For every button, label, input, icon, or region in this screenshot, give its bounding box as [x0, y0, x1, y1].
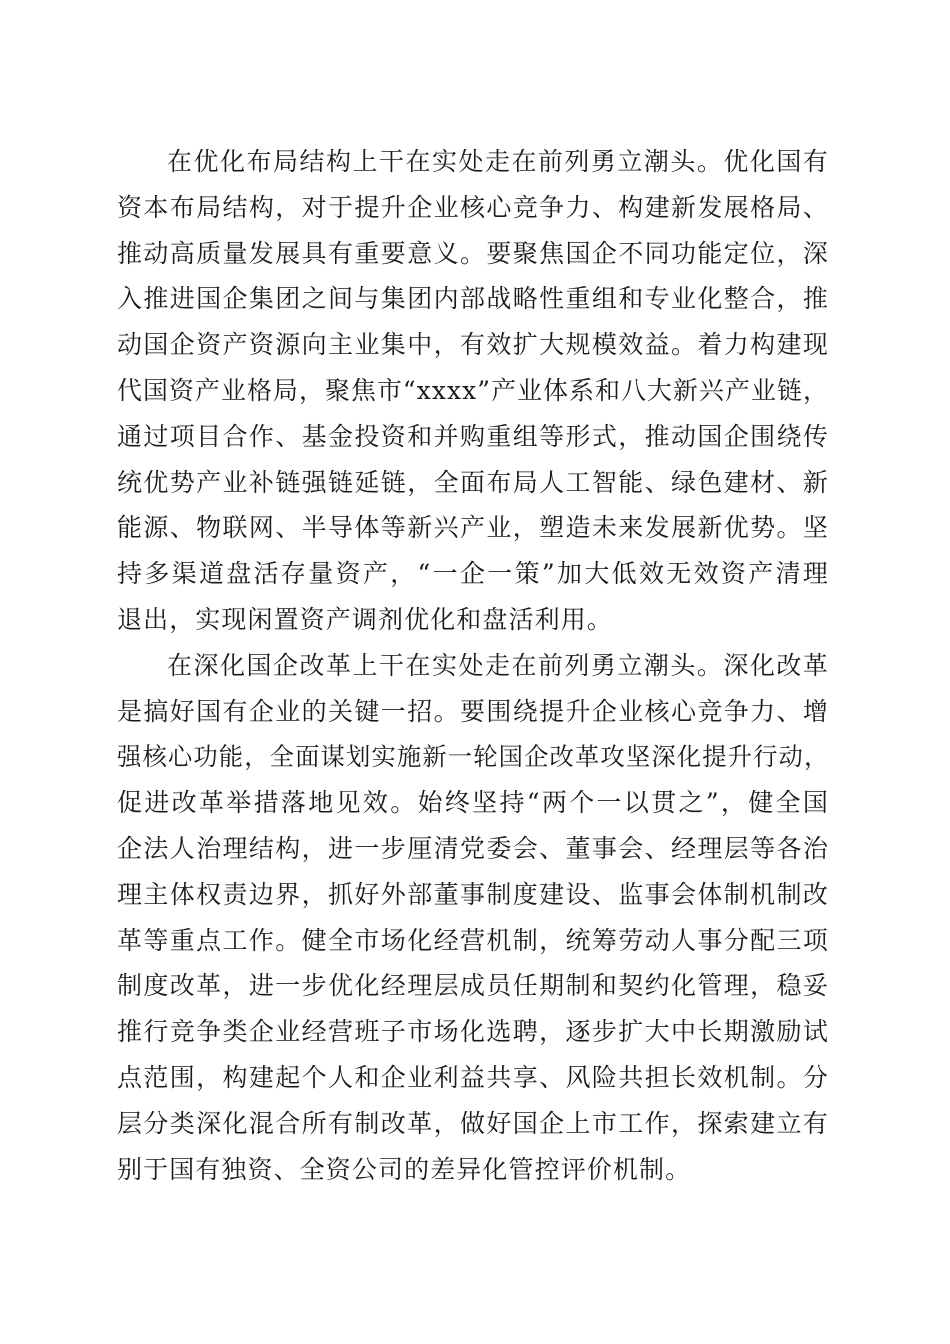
paragraph-line: 革等重点工作。健全市场化经营机制，统筹劳动人事分配三项: [117, 925, 829, 955]
paragraph-line: 推行竞争类企业经营班子市场化选聘，逐步扩大中长期激励试: [117, 1017, 829, 1047]
paragraph-line: 制度改革，进一步优化经理层成员任期制和契约化管理，稳妥: [117, 971, 829, 1001]
document-body: [117, 139, 829, 1192]
paragraph-line: 资本布局结构，对于提升企业核心竞争力、构建新发展格局、: [117, 192, 829, 222]
paragraph-line: 入推进国企集团之间与集团内部战略性重组和专业化整合，推: [117, 284, 829, 314]
paragraph-line: 退出，实现闲置资产调剂优化和盘活利用。: [117, 604, 613, 634]
paragraph-layout-optimization: [117, 139, 829, 643]
paragraph-line: 统优势产业补链强链延链，全面布局人工智能、绿色建材、新: [117, 467, 829, 497]
paragraph-line: 通过项目合作、基金投资和并购重组等形式，推动国企围绕传: [117, 421, 829, 451]
paragraph-line: 促进改革举措落地见效。始终坚持“两个一以贯之”，健全国: [117, 788, 829, 818]
paragraph-line: 是搞好国有企业的关键一招。要围绕提升企业核心竞争力、增: [117, 696, 829, 726]
paragraph-line: 动国企资产资源向主业集中，有效扩大规模效益。着力构建现: [117, 330, 829, 360]
paragraph-line: 层分类深化混合所有制改革，做好国企上市工作，探索建立有: [117, 1108, 829, 1138]
paragraph-line: 推动高质量发展具有重要意义。要聚焦国企不同功能定位，深: [117, 238, 829, 268]
paragraph-line: 企法人治理结构，进一步厘清党委会、董事会、经理层等各治: [117, 833, 829, 863]
paragraph-line: 持多渠道盘活存量资产，“一企一策”加大低效无效资产清理: [117, 559, 829, 589]
paragraph-line: 能源、物联网、半导体等新兴产业，塑造未来发展新优势。坚: [117, 513, 829, 543]
paragraph-line: 点范围，构建起个人和企业利益共享、风险共担长效机制。分: [117, 1062, 829, 1092]
paragraph-line: 代国资产业格局，聚焦市“xxxx”产业体系和八大新兴产业链，: [117, 375, 829, 405]
paragraph-line: 强核心功能，全面谋划实施新一轮国企改革攻坚深化提升行动，: [117, 742, 830, 772]
paragraph-line: 在优化布局结构上干在实处走在前列勇立潮头。优化国有: [167, 147, 829, 176]
paragraph-line: 别于国有独资、全资公司的差异化管控评价机制。: [117, 1154, 692, 1184]
paragraph-line: 在深化国企改革上干在实处走在前列勇立潮头。深化改革: [167, 650, 829, 680]
paragraph-reform-deepening: [117, 643, 829, 1193]
paragraph-line: 理主体权责边界，抓好外部董事制度建设、监事会体制机制改: [117, 879, 829, 909]
